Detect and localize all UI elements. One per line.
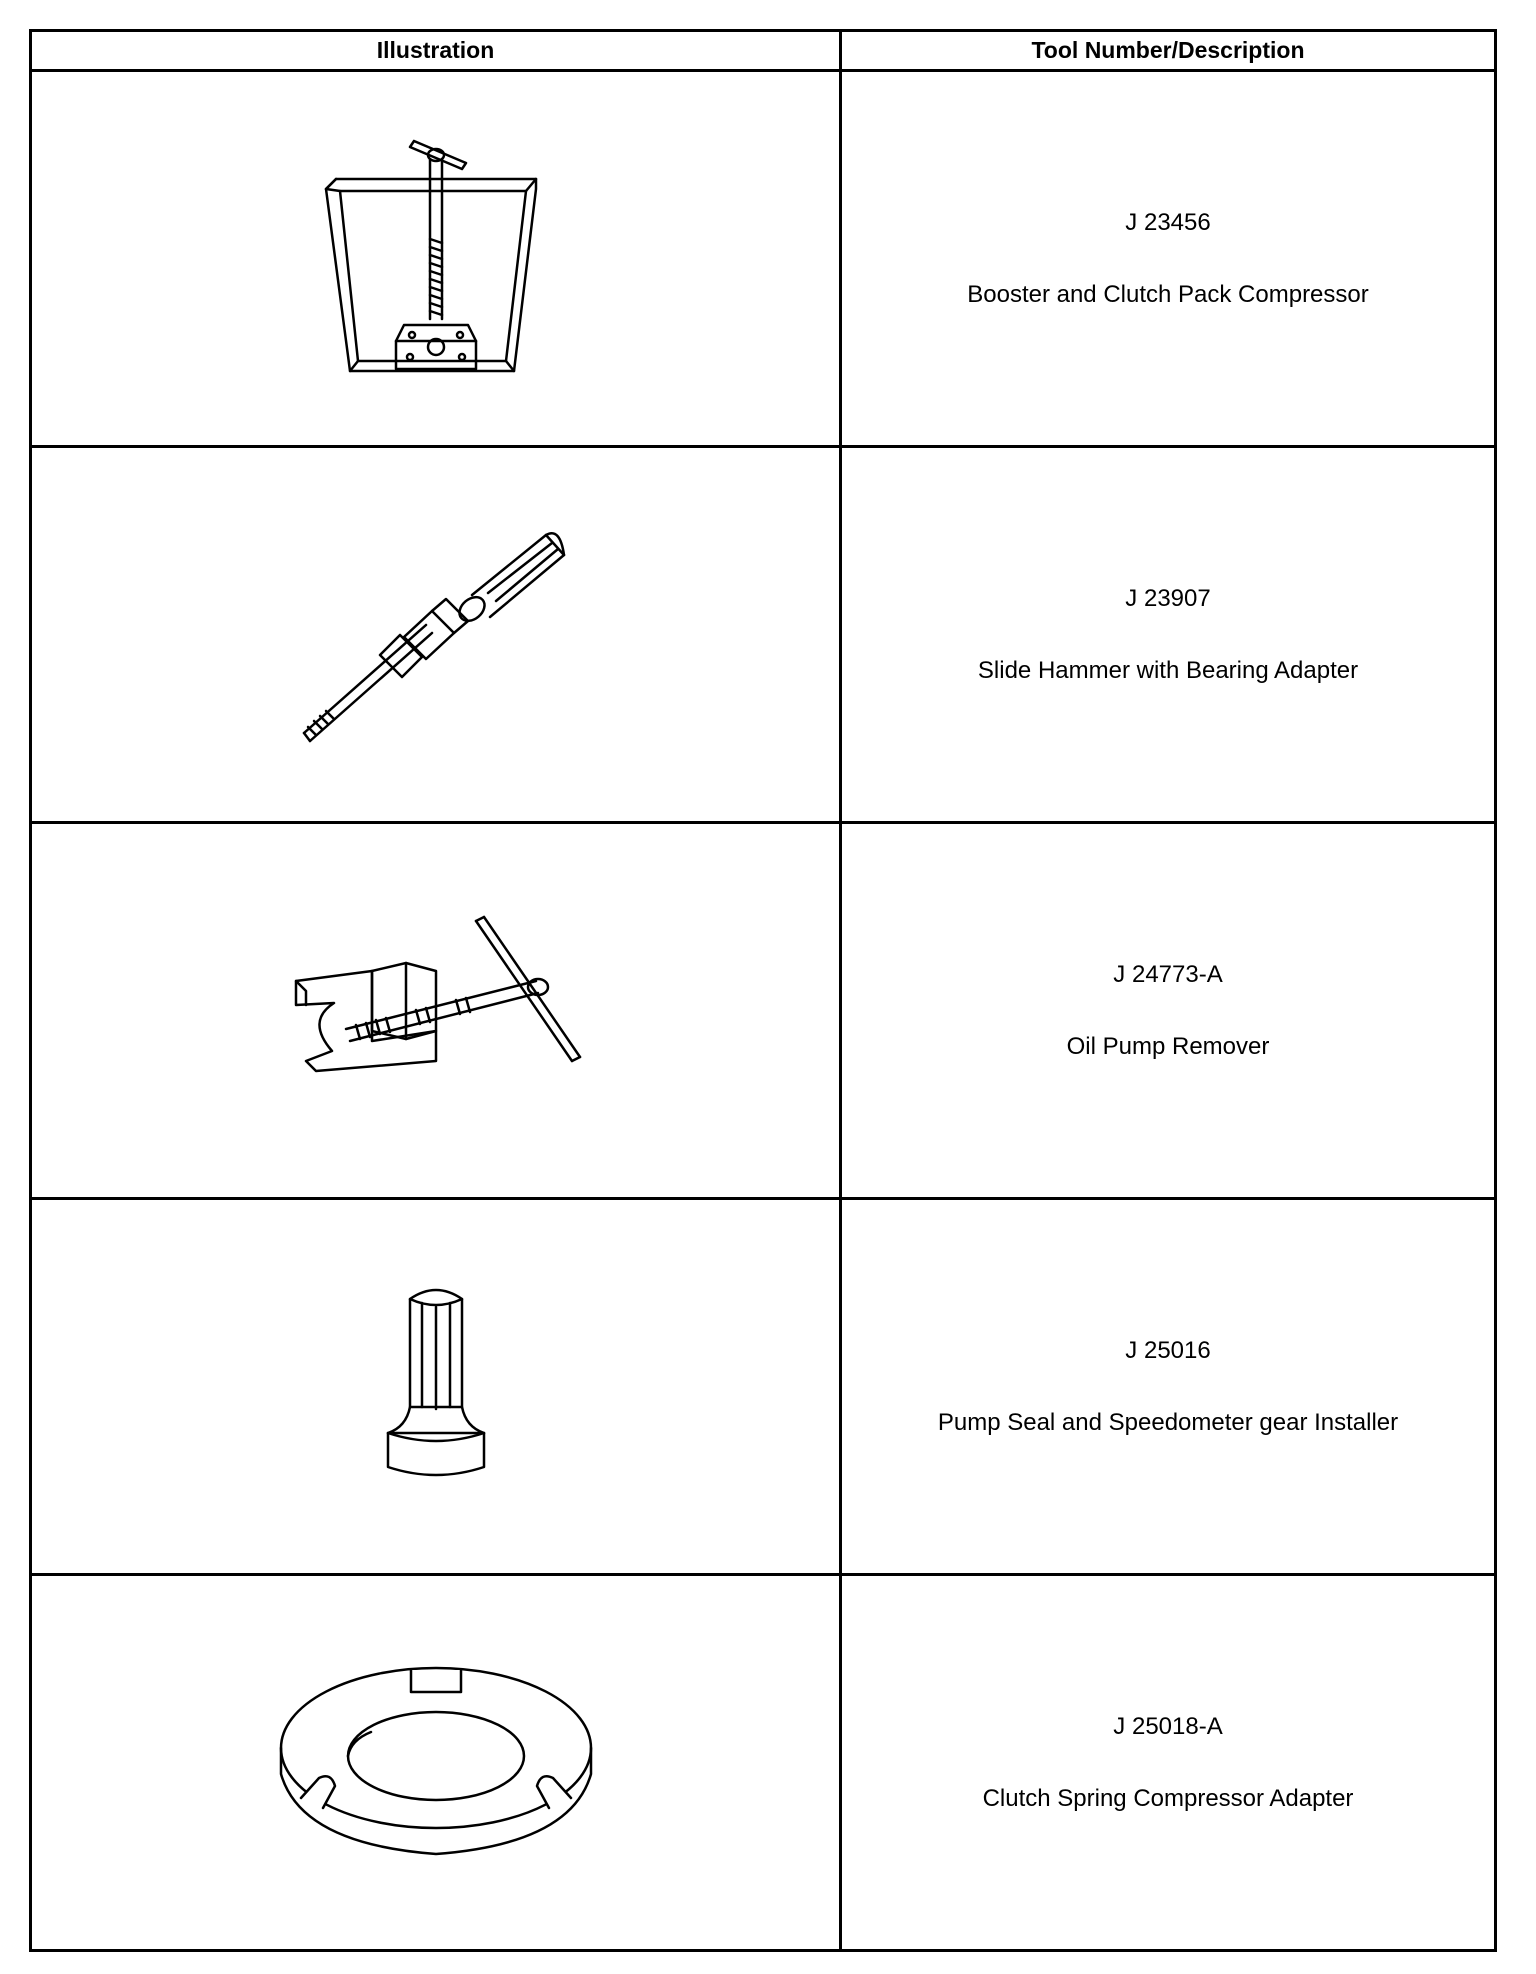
tool-description-cell	[841, 447, 1496, 823]
table-row	[31, 823, 1496, 1199]
illustration-cell	[31, 1575, 841, 1951]
tool-description: Booster and Clutch Pack Compressor	[967, 280, 1369, 308]
tool-number: J 23456	[1125, 208, 1211, 236]
table-header-row	[31, 31, 1496, 71]
tool-number: J 25018-A	[1113, 1712, 1223, 1740]
tool-number: J 24773-A	[1113, 960, 1223, 988]
tool-description-cell	[841, 1575, 1496, 1951]
oil-pump-remover-icon	[276, 911, 596, 1111]
table-row	[31, 447, 1496, 823]
tool-description: Pump Seal and Speedometer gear Installer	[937, 1408, 1399, 1436]
spring-compressor-adapter-icon	[271, 1648, 601, 1878]
slide-hammer-icon	[276, 505, 596, 765]
tool-description-cell	[841, 1199, 1496, 1575]
tool-description: Clutch Spring Compressor Adapter	[982, 1784, 1354, 1812]
illustration-cell	[31, 71, 841, 447]
illustration-cell	[31, 823, 841, 1199]
seal-installer-icon	[366, 1277, 506, 1497]
header-tool-number-description: Tool Number/Description	[841, 31, 1496, 71]
tool-description-cell	[841, 823, 1496, 1199]
illustration-cell	[31, 447, 841, 823]
tool-number: J 23907	[1125, 584, 1211, 612]
tool-description-cell	[841, 71, 1496, 447]
header-illustration: Illustration	[31, 31, 841, 71]
table-row	[31, 1575, 1496, 1951]
illustration-cell	[31, 1199, 841, 1575]
tool-description: Oil Pump Remover	[1066, 1032, 1270, 1060]
tool-description: Slide Hammer with Bearing Adapter	[977, 656, 1359, 684]
table-row	[31, 1199, 1496, 1575]
clutch-pack-compressor-icon	[306, 129, 566, 389]
special-tools-table	[29, 29, 1497, 1952]
table-row	[31, 71, 1496, 447]
tool-number: J 25016	[1125, 1336, 1211, 1364]
